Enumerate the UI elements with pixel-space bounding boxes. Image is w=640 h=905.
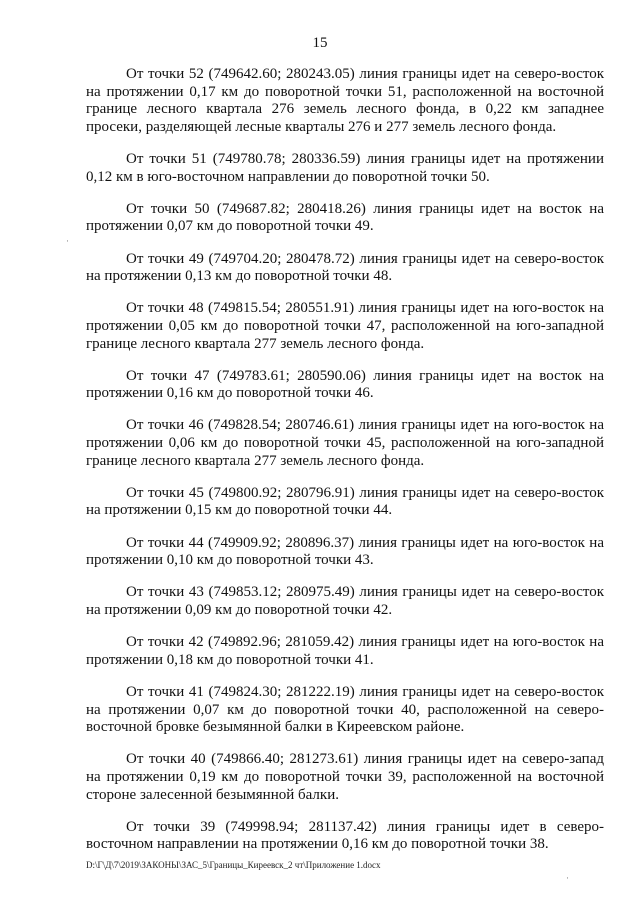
paragraph: От точки 51 (749780.78; 280336.59) линия границы идет на протяжении 0,12 км в юго-восточном направлении до поворотной точки 50.: [86, 150, 604, 185]
paragraph: От точки 44 (749909.92; 280896.37) линия границы идет на юго-восток на протяжении 0,10 км до поворотной точки 43.: [86, 534, 604, 569]
paragraph: От точки 46 (749828.54; 280746.61) линия границы идет на юго-восток на протяжении 0,06 км до поворотной точки 45, расположенной на юго-западной границе лесного квартала 277 земель лесного фонда.: [86, 417, 604, 469]
paragraph: От точки 48 (749815.54; 280551.91) линия границы идет на юго-восток на протяжении 0,05 км до поворотной точки 47, расположенной на юго-западной границе лесного квартала 277 земель лесного фонда.: [86, 300, 604, 352]
paragraph: От точки 52 (749642.60; 280243.05) линия границы идет на северо-восток на протяжении 0,17 км до поворотной точки 51, расположенной на восточной границе лесного квартала 276 земель лесного фонда, в 0,22 км западнее просеки, разделяющей лесные кварталы 276 и 277 земель лесного фонда.: [86, 66, 604, 135]
footer-file-path: D:\Г\Д\7\2019\ЗАКОНЫ\ЗАС_5\Границы_Киреевск_2 чт\Приложение 1.docx: [86, 860, 381, 870]
scan-speck: ·: [66, 236, 69, 246]
paragraph: От точки 42 (749892.96; 281059.42) линия границы идет на юго-восток на протяжении 0,18 км до поворотной точки 41.: [86, 634, 604, 668]
paragraph: От точки 47 (749783.61; 280590.06) линия границы идет на восток на протяжении 0,16 км до поворотной точки 46.: [86, 367, 604, 402]
page-number: 15: [312, 35, 328, 51]
scan-speck: ·: [566, 873, 569, 883]
paragraph: От точки 40 (749866.40; 281273.61) линия границы идет на северо-запад на протяжении 0,19 км до поворотной точки 39, расположенной на восточной стороне залесенной безымянной балки.: [86, 751, 604, 803]
paragraph: От точки 50 (749687.82; 280418.26) линия границы идет на восток на протяжении 0,07 км до поворотной точки 49.: [86, 200, 604, 235]
document-body: [86, 66, 604, 869]
paragraph: От точки 49 (749704.20; 280478.72) линия границы идет на северо-восток на протяжении 0,13 км до поворотной точки 48.: [86, 250, 604, 285]
paragraph: От точки 43 (749853.12; 280975.49) линия границы идет на северо-восток на протяжении 0,09 км до поворотной точки 42.: [86, 584, 604, 618]
paragraph: От точки 39 (749998.94; 281137.42) линия границы идет в северо-восточном направлении на протяжении 0,16 км до поворотной точки 38.: [86, 818, 604, 853]
paragraph: От точки 41 (749824.30; 281222.19) линия границы идет на северо-восток на протяжении 0,07 км до поворотной точки 40, расположенной на северо-восточной бровке безымянной балки в Киреевском районе.: [86, 683, 604, 736]
paragraph: От точки 45 (749800.92; 280796.91) линия границы идет на северо-восток на протяжении 0,15 км до поворотной точки 44.: [86, 484, 604, 519]
